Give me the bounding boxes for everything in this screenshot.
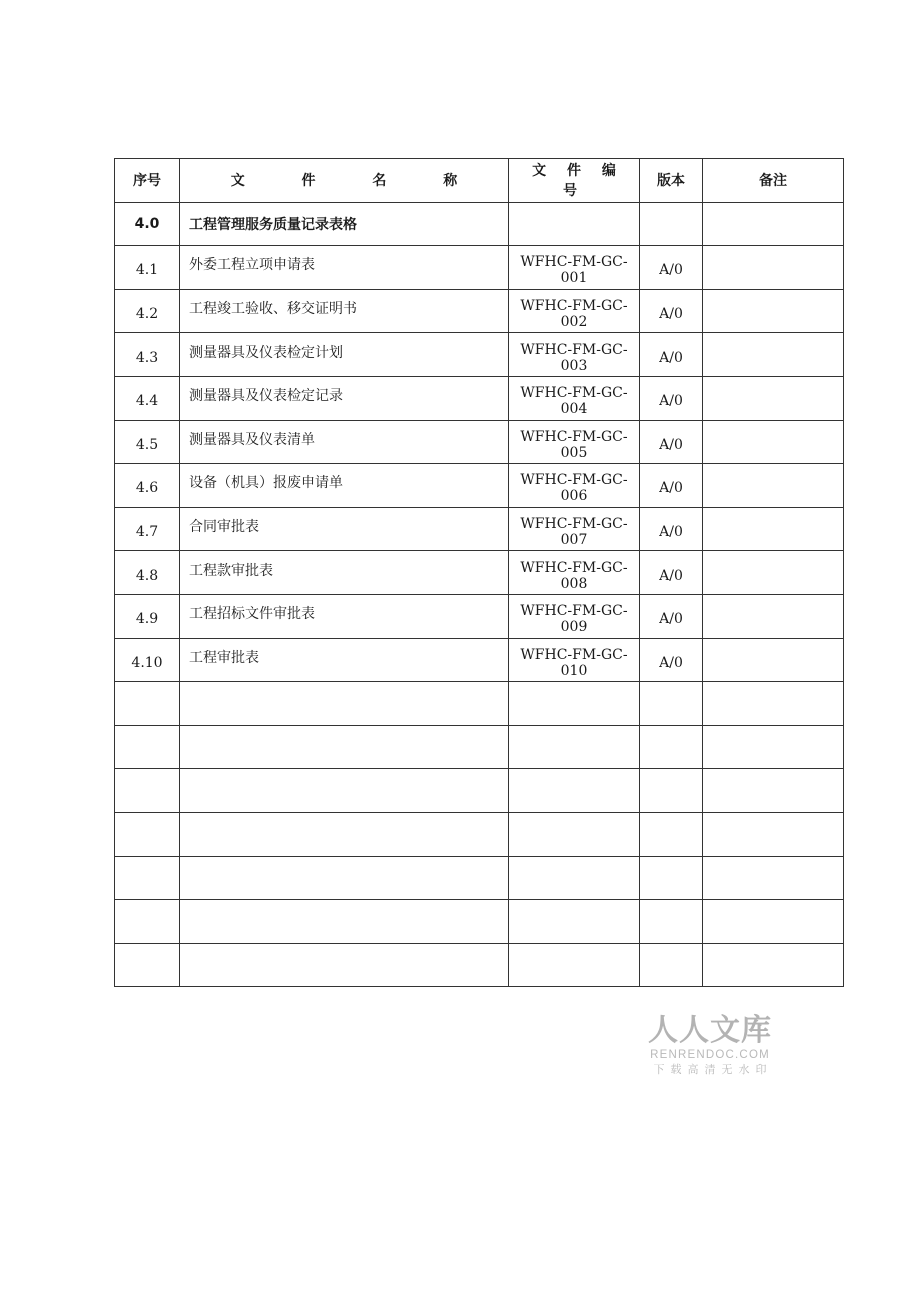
cell-no: 4.8 [115, 551, 180, 595]
empty-cell-name [180, 682, 509, 726]
watermark-slogan: 下载高清无水印 [653, 1063, 773, 1076]
section-no: 4.0 [115, 202, 180, 246]
empty-row [115, 769, 844, 813]
section-row [115, 202, 844, 246]
empty-row [115, 725, 844, 769]
empty-cell-no [115, 943, 180, 987]
empty-row [115, 856, 844, 900]
cell-note [703, 638, 844, 682]
empty-cell-version [640, 769, 703, 813]
section-code [509, 202, 640, 246]
cell-note [703, 507, 844, 551]
empty-cell-no [115, 812, 180, 856]
cell-note [703, 376, 844, 420]
empty-cell-no [115, 682, 180, 726]
cell-version: A/0 [640, 507, 703, 551]
cell-code: WFHC-FM-GC-003 [509, 333, 640, 377]
empty-cell-name [180, 812, 509, 856]
empty-row [115, 812, 844, 856]
cell-no: 4.6 [115, 464, 180, 508]
table-row [115, 420, 844, 464]
table-header-row [115, 159, 844, 203]
cell-name: 工程竣工验收、移交证明书 [180, 289, 509, 333]
cell-version: A/0 [640, 420, 703, 464]
cell-version: A/0 [640, 638, 703, 682]
cell-name: 外委工程立项申请表 [180, 246, 509, 290]
empty-cell-name [180, 943, 509, 987]
cell-code: WFHC-FM-GC-002 [509, 289, 640, 333]
cell-note [703, 594, 844, 638]
cell-no: 4.5 [115, 420, 180, 464]
section-version [640, 202, 703, 246]
watermark-logo [640, 1014, 780, 1077]
cell-no: 4.1 [115, 246, 180, 290]
cell-no: 4.2 [115, 289, 180, 333]
empty-cell-version [640, 682, 703, 726]
cell-no: 4.4 [115, 376, 180, 420]
cell-note [703, 420, 844, 464]
header-note: 备注 [703, 159, 844, 203]
empty-cell-name [180, 900, 509, 944]
table-row [115, 551, 844, 595]
section-note [703, 202, 844, 246]
cell-name: 设备（机具）报废申请单 [180, 464, 509, 508]
cell-version: A/0 [640, 551, 703, 595]
cell-name: 工程招标文件审批表 [180, 594, 509, 638]
empty-cell-name [180, 769, 509, 813]
header-code-label: 文 件 编 号 [532, 163, 624, 200]
empty-cell-note [703, 812, 844, 856]
empty-cell-version [640, 856, 703, 900]
header-name-label: 文 件 名 称 [230, 173, 484, 190]
empty-cell-version [640, 943, 703, 987]
empty-row [115, 900, 844, 944]
empty-cell-code [509, 725, 640, 769]
cell-code: WFHC-FM-GC-004 [509, 376, 640, 420]
empty-cell-code [509, 682, 640, 726]
cell-name: 工程审批表 [180, 638, 509, 682]
cell-note [703, 464, 844, 508]
empty-cell-note [703, 900, 844, 944]
cell-note [703, 333, 844, 377]
section-name: 工程管理服务质量记录表格 [180, 202, 509, 246]
cell-name: 测量器具及仪表检定记录 [180, 376, 509, 420]
cell-version: A/0 [640, 333, 703, 377]
cell-version: A/0 [640, 289, 703, 333]
cell-version: A/0 [640, 246, 703, 290]
empty-cell-version [640, 900, 703, 944]
empty-cell-code [509, 812, 640, 856]
table-row [115, 289, 844, 333]
cell-version: A/0 [640, 594, 703, 638]
cell-code: WFHC-FM-GC-005 [509, 420, 640, 464]
cell-no: 4.7 [115, 507, 180, 551]
header-code [509, 159, 640, 203]
watermark-domain: RENRENDOC.COM [650, 1049, 770, 1061]
empty-cell-code [509, 900, 640, 944]
table-row [115, 333, 844, 377]
empty-row [115, 682, 844, 726]
cell-version: A/0 [640, 376, 703, 420]
cell-note [703, 246, 844, 290]
empty-cell-code [509, 943, 640, 987]
empty-cell-note [703, 682, 844, 726]
header-no: 序号 [115, 159, 180, 203]
cell-note [703, 289, 844, 333]
cell-code: WFHC-FM-GC-001 [509, 246, 640, 290]
document-index-table [114, 158, 844, 987]
empty-cell-name [180, 725, 509, 769]
empty-cell-no [115, 725, 180, 769]
table-row [115, 638, 844, 682]
cell-name: 测量器具及仪表检定计划 [180, 333, 509, 377]
empty-cell-note [703, 943, 844, 987]
table-row [115, 507, 844, 551]
empty-cell-no [115, 769, 180, 813]
empty-cell-no [115, 900, 180, 944]
table-row [115, 464, 844, 508]
cell-code: WFHC-FM-GC-009 [509, 594, 640, 638]
cell-no: 4.3 [115, 333, 180, 377]
cell-code: WFHC-FM-GC-006 [509, 464, 640, 508]
cell-code: WFHC-FM-GC-008 [509, 551, 640, 595]
cell-no: 4.9 [115, 594, 180, 638]
table-row [115, 376, 844, 420]
empty-cell-no [115, 856, 180, 900]
empty-cell-code [509, 856, 640, 900]
watermark-main: 人人文库 [648, 1013, 772, 1048]
empty-cell-note [703, 769, 844, 813]
cell-code: WFHC-FM-GC-007 [509, 507, 640, 551]
empty-cell-note [703, 725, 844, 769]
empty-cell-version [640, 725, 703, 769]
cell-name: 测量器具及仪表清单 [180, 420, 509, 464]
cell-note [703, 551, 844, 595]
header-name [180, 159, 509, 203]
cell-name: 合同审批表 [180, 507, 509, 551]
cell-no: 4.10 [115, 638, 180, 682]
empty-cell-code [509, 769, 640, 813]
empty-row [115, 943, 844, 987]
table-row [115, 594, 844, 638]
table-row [115, 246, 844, 290]
cell-version: A/0 [640, 464, 703, 508]
cell-code: WFHC-FM-GC-010 [509, 638, 640, 682]
header-version: 版本 [640, 159, 703, 203]
empty-cell-name [180, 856, 509, 900]
cell-name: 工程款审批表 [180, 551, 509, 595]
empty-cell-version [640, 812, 703, 856]
empty-cell-note [703, 856, 844, 900]
